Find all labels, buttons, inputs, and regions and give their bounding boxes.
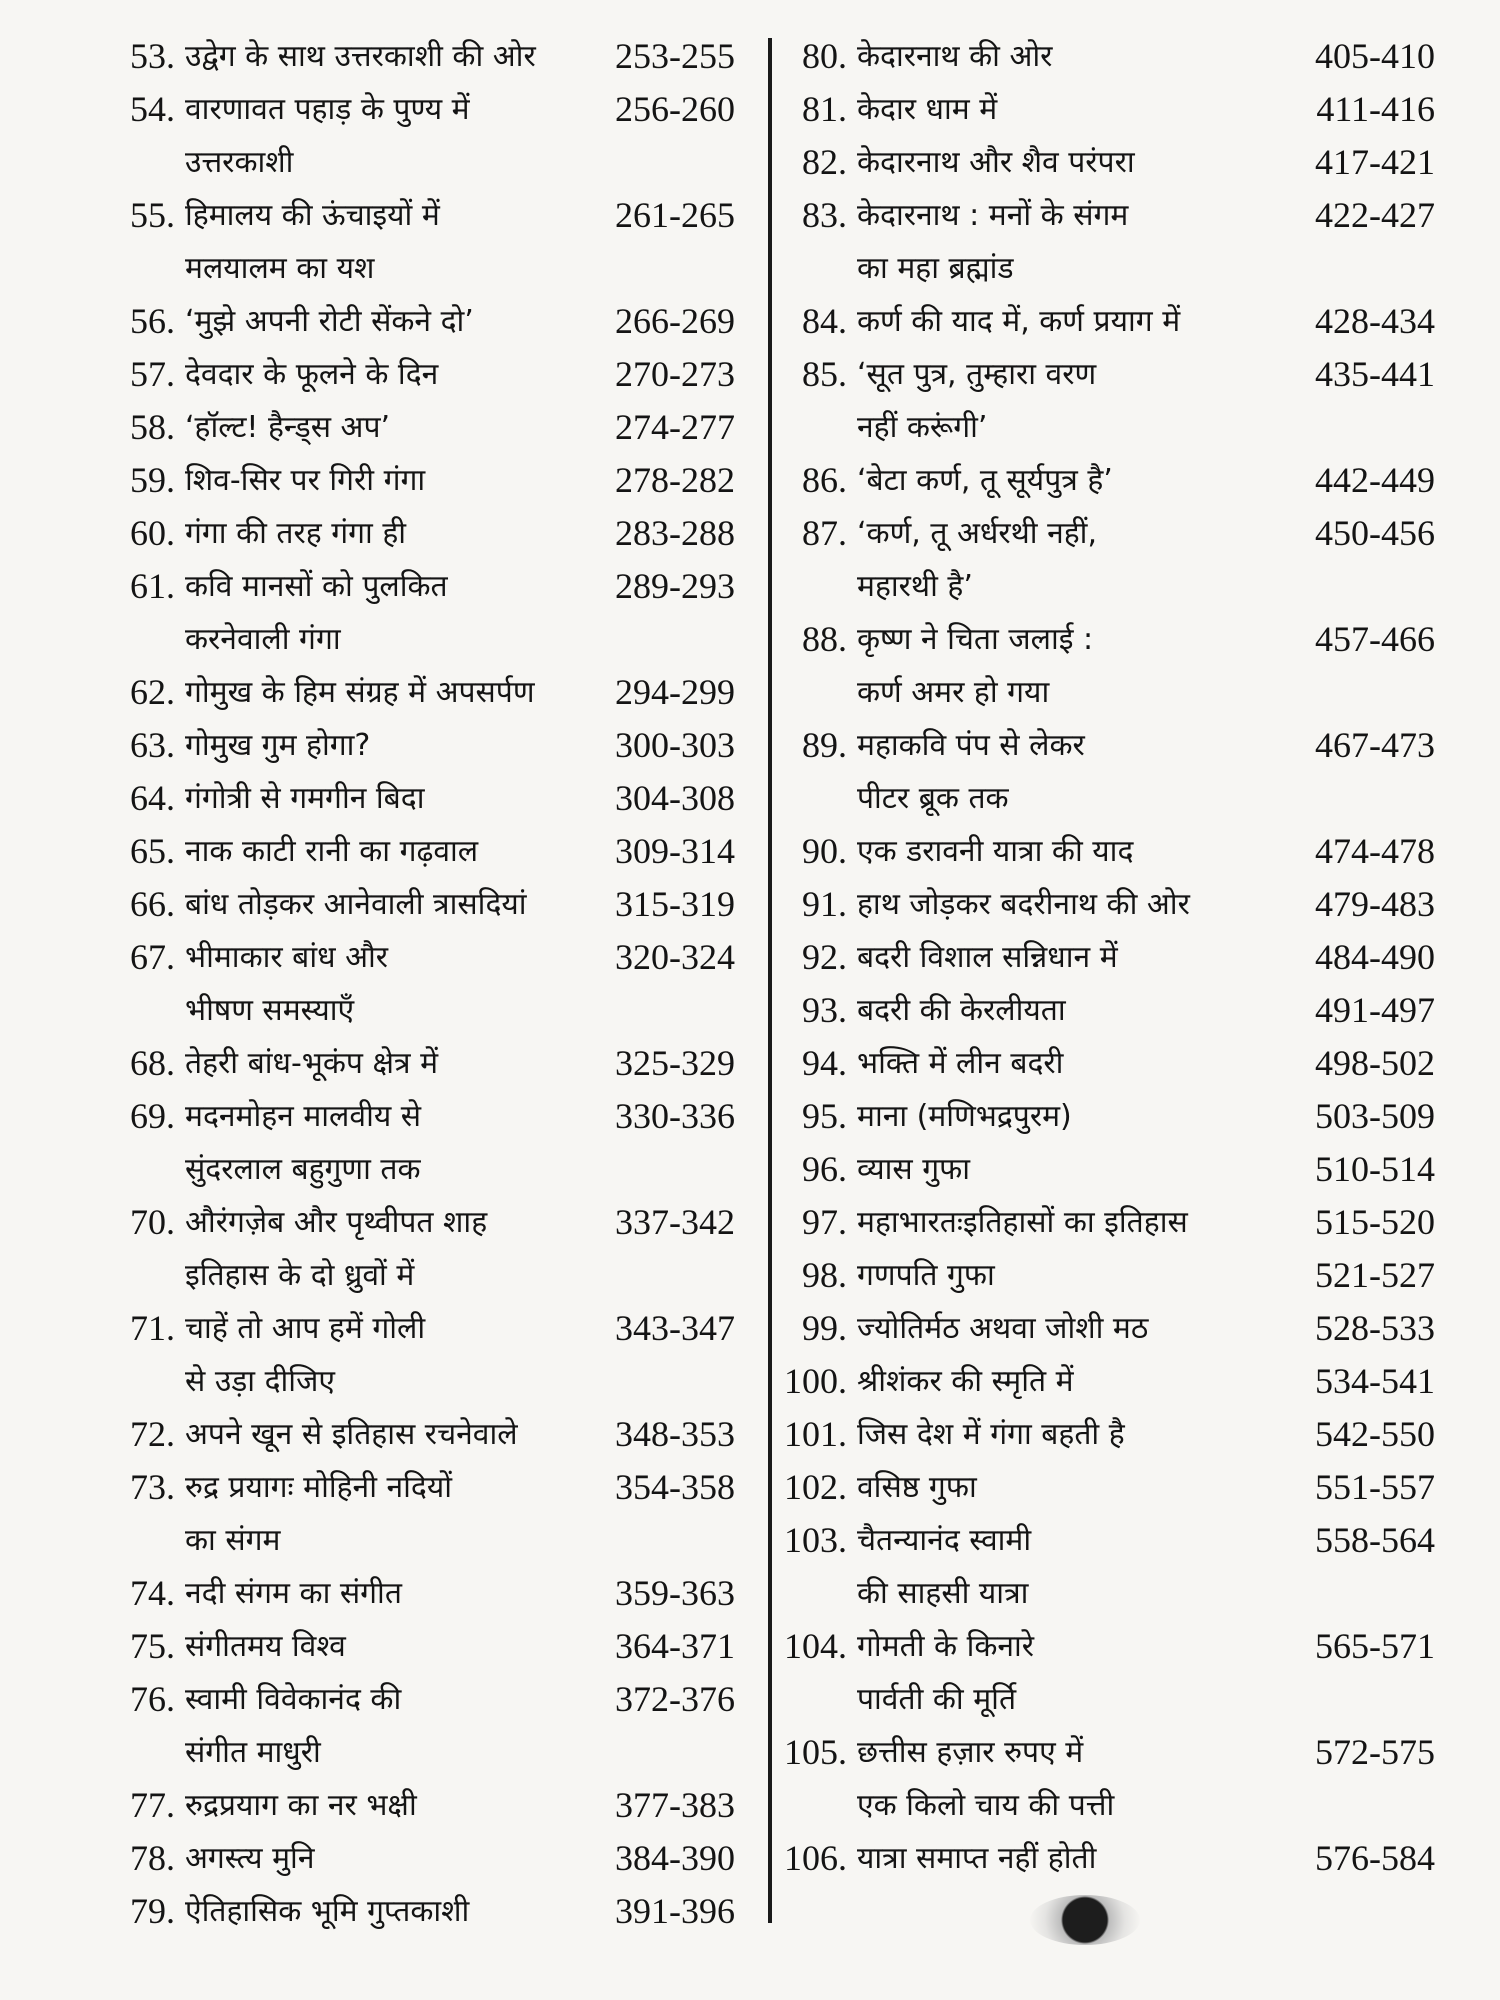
entry-title-line: ‘मुझे अपनी रोटी सेंकने दो’ bbox=[185, 304, 474, 339]
entry-pages: 261-265 bbox=[615, 195, 735, 235]
entry-pages: 503-509 bbox=[1315, 1096, 1435, 1136]
entry-pages: 534-541 bbox=[1315, 1361, 1435, 1401]
entry-pages: 422-427 bbox=[1315, 195, 1435, 235]
entry-title-line: अगस्त्य मुनि bbox=[185, 1841, 315, 1876]
entry-title bbox=[185, 1302, 615, 1408]
entry-pages: 435-441 bbox=[1315, 354, 1435, 394]
entry-title bbox=[857, 1196, 1300, 1249]
entry-title bbox=[857, 1832, 1300, 1885]
entry-title bbox=[185, 348, 615, 401]
entry-title bbox=[185, 878, 615, 931]
entry-title-line: शिव-सिर पर गिरी गंगा bbox=[185, 463, 426, 498]
entry-number: 72. bbox=[130, 1414, 175, 1454]
entry-pages: 289-293 bbox=[615, 566, 735, 606]
entry-title-line: बांध तोड़कर आनेवाली त्रासदियां bbox=[185, 887, 527, 922]
entry-pages: 253-255 bbox=[615, 36, 735, 76]
entry-title bbox=[857, 348, 1300, 454]
toc-entry bbox=[95, 30, 750, 83]
toc-entry bbox=[775, 295, 1435, 348]
entry-number: 99. bbox=[802, 1308, 847, 1348]
entry-number: 65. bbox=[130, 831, 175, 871]
entry-title bbox=[185, 507, 615, 560]
entry-number: 66. bbox=[130, 884, 175, 924]
entry-title bbox=[857, 1037, 1300, 1090]
entry-title-line: महाकवि पंप से लेकर bbox=[857, 728, 1085, 763]
entry-title-line: महाभारतःइतिहासों का इतिहास bbox=[857, 1205, 1188, 1240]
toc-entry bbox=[95, 348, 750, 401]
entry-title bbox=[857, 1302, 1300, 1355]
entry-number: 103. bbox=[784, 1520, 847, 1560]
toc-entry bbox=[775, 507, 1435, 613]
entry-title bbox=[857, 295, 1300, 348]
entry-pages: 457-466 bbox=[1315, 619, 1435, 659]
entry-title bbox=[185, 1832, 615, 1885]
entry-number: 82. bbox=[802, 142, 847, 182]
toc-entry bbox=[775, 454, 1435, 507]
entry-title-line: गोमुख गुम होगा? bbox=[185, 728, 371, 763]
entry-number: 62. bbox=[130, 672, 175, 712]
entry-title-line: उद्वेग के साथ उत्तरकाशी की ओर bbox=[185, 39, 536, 74]
entry-pages: 270-273 bbox=[615, 354, 735, 394]
entry-pages: 565-571 bbox=[1315, 1626, 1435, 1666]
entry-title bbox=[185, 1567, 615, 1620]
entry-pages: 348-353 bbox=[615, 1414, 735, 1454]
toc-entry bbox=[775, 1143, 1435, 1196]
entry-title bbox=[185, 1196, 615, 1302]
entry-number: 90. bbox=[802, 831, 847, 871]
entry-title bbox=[185, 1461, 615, 1567]
entry-pages: 309-314 bbox=[615, 831, 735, 871]
entry-title-line: रुद्रप्रयाग का नर भक्षी bbox=[185, 1788, 417, 1823]
entry-number: 54. bbox=[130, 89, 175, 129]
entry-number: 86. bbox=[802, 460, 847, 500]
entry-number: 55. bbox=[130, 195, 175, 235]
toc-entry bbox=[775, 1196, 1435, 1249]
entry-number: 68. bbox=[130, 1043, 175, 1083]
entry-title bbox=[857, 719, 1300, 825]
entry-title-line: देवदार के फूलने के दिन bbox=[185, 357, 439, 392]
entry-number: 93. bbox=[802, 990, 847, 1030]
entry-number: 69. bbox=[130, 1096, 175, 1136]
toc-entry bbox=[775, 613, 1435, 719]
entry-pages: 359-363 bbox=[615, 1573, 735, 1613]
entry-title bbox=[185, 772, 615, 825]
entry-pages: 372-376 bbox=[615, 1679, 735, 1719]
toc-entry bbox=[95, 1779, 750, 1832]
toc-entry bbox=[775, 1514, 1435, 1620]
entry-number: 61. bbox=[130, 566, 175, 606]
entry-number: 94. bbox=[802, 1043, 847, 1083]
entry-title-line: इतिहास के दो ध्रुवों में bbox=[185, 1258, 415, 1293]
toc-entry bbox=[95, 83, 750, 189]
entry-title bbox=[857, 1408, 1300, 1461]
entry-number: 56. bbox=[130, 301, 175, 341]
entry-number: 76. bbox=[130, 1679, 175, 1719]
toc-entry bbox=[95, 560, 750, 666]
toc-entry bbox=[95, 295, 750, 348]
toc-entry bbox=[95, 931, 750, 1037]
toc-entry bbox=[95, 1302, 750, 1408]
toc-entry bbox=[775, 1461, 1435, 1514]
entry-title bbox=[857, 613, 1300, 719]
entry-number: 64. bbox=[130, 778, 175, 818]
entry-title-line: श्रीशंकर की स्मृति में bbox=[857, 1364, 1074, 1399]
toc-entry bbox=[775, 1355, 1435, 1408]
entry-title bbox=[857, 83, 1300, 136]
entry-number: 96. bbox=[802, 1149, 847, 1189]
entry-title-line: केदार धाम में bbox=[857, 92, 998, 127]
entry-title bbox=[185, 1408, 615, 1461]
toc-entry bbox=[95, 1196, 750, 1302]
toc-entry bbox=[95, 401, 750, 454]
toc-entry bbox=[95, 1461, 750, 1567]
entry-number: 102. bbox=[784, 1467, 847, 1507]
entry-number: 89. bbox=[802, 725, 847, 765]
entry-title-line: कृष्ण ने चिता जलाई : bbox=[857, 622, 1094, 657]
entry-pages: 391-396 bbox=[615, 1891, 735, 1931]
entry-title-line: यात्रा समाप्त नहीं होती bbox=[857, 1841, 1097, 1876]
entry-title bbox=[857, 1090, 1300, 1143]
entry-pages: 411-416 bbox=[1316, 89, 1435, 129]
entry-title bbox=[185, 454, 615, 507]
entry-number: 97. bbox=[802, 1202, 847, 1242]
entry-title-line: केदारनाथ की ओर bbox=[857, 39, 1053, 74]
entry-title bbox=[857, 1461, 1300, 1514]
entry-title bbox=[857, 1249, 1300, 1302]
entry-number: 71. bbox=[130, 1308, 175, 1348]
entry-title bbox=[185, 666, 615, 719]
entry-title-line: भीषण समस्याएँ bbox=[185, 993, 355, 1028]
toc-entry bbox=[95, 1567, 750, 1620]
entry-pages: 405-410 bbox=[1315, 36, 1435, 76]
entry-title-line: कर्ण अमर हो गया bbox=[857, 675, 1050, 710]
entry-pages: 304-308 bbox=[615, 778, 735, 818]
toc-entry bbox=[775, 1832, 1435, 1885]
entry-title-line: वारणावत पहाड़ के पुण्य में bbox=[185, 92, 470, 127]
entry-title-line: भीमाकार बांध और bbox=[185, 940, 389, 975]
entry-title-line: जिस देश में गंगा बहती है bbox=[857, 1417, 1125, 1452]
entry-pages: 498-502 bbox=[1315, 1043, 1435, 1083]
entry-number: 104. bbox=[784, 1626, 847, 1666]
entry-number: 106. bbox=[784, 1838, 847, 1878]
entry-title bbox=[185, 1885, 615, 1938]
entry-pages: 484-490 bbox=[1315, 937, 1435, 977]
entry-title bbox=[857, 1514, 1300, 1620]
entry-title bbox=[857, 507, 1300, 613]
entry-title-line: का संगम bbox=[185, 1523, 281, 1558]
toc-right-column bbox=[775, 30, 1435, 1885]
entry-number: 78. bbox=[130, 1838, 175, 1878]
entry-title-line: की साहसी यात्रा bbox=[857, 1576, 1029, 1611]
toc-entry bbox=[95, 666, 750, 719]
entry-pages: 274-277 bbox=[615, 407, 735, 447]
entry-number: 75. bbox=[130, 1626, 175, 1666]
entry-title-line: वसिष्ठ गुफा bbox=[857, 1470, 977, 1505]
entry-title bbox=[185, 560, 615, 666]
toc-entry bbox=[95, 1620, 750, 1673]
entry-pages: 330-336 bbox=[615, 1096, 735, 1136]
entry-title bbox=[857, 931, 1300, 984]
entry-title-line: नाक काटी रानी का गढ़वाल bbox=[185, 834, 479, 869]
entry-title bbox=[185, 30, 615, 83]
entry-title bbox=[857, 136, 1300, 189]
entry-pages: 325-329 bbox=[615, 1043, 735, 1083]
entry-number: 91. bbox=[802, 884, 847, 924]
entry-title-line: कवि मानसों को पुलकित bbox=[185, 569, 448, 604]
entry-number: 88. bbox=[802, 619, 847, 659]
entry-title bbox=[185, 83, 615, 189]
toc-entry bbox=[775, 136, 1435, 189]
entry-title bbox=[185, 1779, 615, 1832]
toc-entry bbox=[775, 1090, 1435, 1143]
entry-pages: 354-358 bbox=[615, 1467, 735, 1507]
entry-title-line: अपने खून से इतिहास रचनेवाले bbox=[185, 1417, 518, 1452]
entry-pages: 278-282 bbox=[615, 460, 735, 500]
entry-pages: 315-319 bbox=[615, 884, 735, 924]
entry-title-line: ‘कर्ण, तू अर्धरथी नहीं, bbox=[857, 516, 1097, 551]
toc-entry bbox=[775, 1249, 1435, 1302]
toc-entry bbox=[95, 189, 750, 295]
entry-title bbox=[185, 1037, 615, 1090]
entry-number: 79. bbox=[130, 1891, 175, 1931]
entry-title-line: संगीत माधुरी bbox=[185, 1735, 321, 1770]
entry-number: 105. bbox=[784, 1732, 847, 1772]
entry-title bbox=[857, 984, 1300, 1037]
entry-number: 95. bbox=[802, 1096, 847, 1136]
entry-title-line: ऐतिहासिक भूमि गुप्तकाशी bbox=[185, 1894, 470, 1929]
entry-title bbox=[185, 931, 615, 1037]
entry-title-line: उत्तरकाशी bbox=[185, 145, 294, 180]
entry-pages: 300-303 bbox=[615, 725, 735, 765]
entry-number: 59. bbox=[130, 460, 175, 500]
entry-title-line: तेहरी बांध-भूकंप क्षेत्र में bbox=[185, 1046, 439, 1081]
entry-pages: 572-575 bbox=[1315, 1732, 1435, 1772]
entry-pages: 515-520 bbox=[1315, 1202, 1435, 1242]
entry-number: 73. bbox=[130, 1467, 175, 1507]
toc-left-column bbox=[95, 30, 750, 1938]
entry-title-line: महारथी है’ bbox=[857, 569, 973, 604]
entry-title-line: मदनमोहन मालवीय से bbox=[185, 1099, 422, 1134]
entry-title-line: केदारनाथ और शैव परंपरा bbox=[857, 145, 1135, 180]
toc-entry bbox=[775, 1620, 1435, 1726]
entry-pages: 428-434 bbox=[1315, 301, 1435, 341]
toc-entry bbox=[95, 719, 750, 772]
entry-number: 70. bbox=[130, 1202, 175, 1242]
toc-entry bbox=[95, 1090, 750, 1196]
entry-pages: 551-557 bbox=[1315, 1467, 1435, 1507]
entry-title bbox=[857, 825, 1300, 878]
entry-pages: 384-390 bbox=[615, 1838, 735, 1878]
toc-entry bbox=[775, 719, 1435, 825]
entry-title bbox=[185, 719, 615, 772]
entry-number: 84. bbox=[802, 301, 847, 341]
entry-title-line: कर्ण की याद में, कर्ण प्रयाग में bbox=[857, 304, 1181, 339]
entry-title-line: से उड़ा दीजिए bbox=[185, 1364, 335, 1399]
entry-number: 87. bbox=[802, 513, 847, 553]
entry-number: 83. bbox=[802, 195, 847, 235]
entry-title bbox=[185, 825, 615, 878]
entry-title bbox=[857, 1620, 1300, 1726]
entry-pages: 491-497 bbox=[1315, 990, 1435, 1030]
entry-title-line: पीटर ब्रूक तक bbox=[857, 781, 1009, 816]
toc-entry bbox=[775, 348, 1435, 454]
entry-number: 100. bbox=[784, 1361, 847, 1401]
entry-pages: 558-564 bbox=[1315, 1520, 1435, 1560]
column-divider bbox=[768, 38, 772, 1923]
entry-pages: 294-299 bbox=[615, 672, 735, 712]
entry-title-line: केदारनाथ : मनों के संगम bbox=[857, 198, 1129, 233]
entry-title-line: माना (मणिभद्रपुरम) bbox=[857, 1099, 1072, 1134]
entry-pages: 256-260 bbox=[615, 89, 735, 129]
entry-title bbox=[857, 189, 1300, 295]
entry-title-line: ‘सूत पुत्र, तुम्हारा वरण bbox=[857, 357, 1097, 392]
toc-entry bbox=[95, 1673, 750, 1779]
toc-entry bbox=[95, 1832, 750, 1885]
entry-title-line: हिमालय की ऊंचाइयों में bbox=[185, 198, 440, 233]
entry-title bbox=[185, 1620, 615, 1673]
toc-entry bbox=[775, 878, 1435, 931]
entry-title-line: नदी संगम का संगीत bbox=[185, 1576, 402, 1611]
entry-title bbox=[185, 295, 615, 348]
entry-title-line: चैतन्यानंद स्वामी bbox=[857, 1523, 1032, 1558]
entry-title-line: नहीं करूंगी’ bbox=[857, 410, 988, 445]
entry-pages: 467-473 bbox=[1315, 725, 1435, 765]
toc-entry bbox=[95, 772, 750, 825]
entry-title-line: चाहें तो आप हमें गोली bbox=[185, 1311, 426, 1346]
toc-entry bbox=[775, 1726, 1435, 1832]
entry-title bbox=[857, 454, 1300, 507]
entry-title-line: भक्ति में लीन बदरी bbox=[857, 1046, 1064, 1081]
toc-entry bbox=[95, 507, 750, 560]
entry-title-line: बदरी की केरलीयता bbox=[857, 993, 1066, 1028]
entry-title bbox=[857, 1143, 1300, 1196]
toc-entry bbox=[775, 984, 1435, 1037]
entry-number: 80. bbox=[802, 36, 847, 76]
entry-number: 67. bbox=[130, 937, 175, 977]
entry-pages: 364-371 bbox=[615, 1626, 735, 1666]
ink-blot bbox=[1030, 1895, 1140, 1945]
entry-number: 58. bbox=[130, 407, 175, 447]
toc-entry bbox=[775, 83, 1435, 136]
entry-number: 60. bbox=[130, 513, 175, 553]
toc-entry bbox=[95, 878, 750, 931]
entry-number: 63. bbox=[130, 725, 175, 765]
toc-entry bbox=[775, 1408, 1435, 1461]
entry-title-line: बदरी विशाल सन्निधान में bbox=[857, 940, 1118, 975]
entry-title bbox=[185, 1673, 615, 1779]
entry-pages: 377-383 bbox=[615, 1785, 735, 1825]
entry-number: 74. bbox=[130, 1573, 175, 1613]
entry-pages: 417-421 bbox=[1315, 142, 1435, 182]
toc-entry bbox=[775, 931, 1435, 984]
toc-entry bbox=[95, 454, 750, 507]
entry-number: 53. bbox=[130, 36, 175, 76]
entry-title-line: एक डरावनी यात्रा की याद bbox=[857, 834, 1134, 869]
toc-entry bbox=[95, 1037, 750, 1090]
entry-title bbox=[857, 1355, 1300, 1408]
entry-number: 101. bbox=[784, 1414, 847, 1454]
entry-title-line: व्यास गुफा bbox=[857, 1152, 971, 1187]
entry-pages: 510-514 bbox=[1315, 1149, 1435, 1189]
entry-title-line: मलयालम का यश bbox=[185, 251, 375, 286]
entry-title bbox=[857, 30, 1300, 83]
entry-title-line: गोमुख के हिम संग्रह में अपसर्पण bbox=[185, 675, 535, 710]
entry-title-line: गंगोत्री से गमगीन बिदा bbox=[185, 781, 425, 816]
entry-number: 98. bbox=[802, 1255, 847, 1295]
toc-entry bbox=[95, 1408, 750, 1461]
entry-title-line: रुद्र प्रयागः मोहिनी नदियों bbox=[185, 1470, 453, 1505]
entry-title-line: ‘हॉल्ट! हैन्ड्स अप’ bbox=[185, 410, 391, 445]
entry-pages: 337-342 bbox=[615, 1202, 735, 1242]
toc-entry bbox=[775, 825, 1435, 878]
entry-title-line: औरंगज़ेब और पृथ्वीपत शाह bbox=[185, 1205, 488, 1240]
entry-title-line: का महा ब्रह्मांड bbox=[857, 251, 1014, 286]
entry-number: 57. bbox=[130, 354, 175, 394]
entry-number: 92. bbox=[802, 937, 847, 977]
entry-pages: 474-478 bbox=[1315, 831, 1435, 871]
toc-entry bbox=[775, 30, 1435, 83]
entry-title bbox=[185, 1090, 615, 1196]
entry-title-line: गंगा की तरह गंगा ही bbox=[185, 516, 407, 551]
toc-entry bbox=[775, 189, 1435, 295]
entry-title bbox=[185, 189, 615, 295]
entry-pages: 450-456 bbox=[1315, 513, 1435, 553]
entry-title-line: करनेवाली गंगा bbox=[185, 622, 341, 657]
entry-title bbox=[857, 878, 1300, 931]
toc-entry bbox=[775, 1037, 1435, 1090]
entry-pages: 479-483 bbox=[1315, 884, 1435, 924]
toc-entry bbox=[775, 1302, 1435, 1355]
entry-title-line: ‘बेटा कर्ण, तू सूर्यपुत्र है’ bbox=[857, 463, 1113, 498]
entry-title-line: गोमती के किनारे bbox=[857, 1629, 1035, 1664]
entry-pages: 521-527 bbox=[1315, 1255, 1435, 1295]
entry-title-line: सुंदरलाल बहुगुणा तक bbox=[185, 1152, 421, 1187]
entry-pages: 542-550 bbox=[1315, 1414, 1435, 1454]
entry-title-line: ज्योतिर्मठ अथवा जोशी मठ bbox=[857, 1311, 1149, 1346]
entry-title bbox=[857, 1726, 1300, 1832]
entry-title-line: संगीतमय विश्व bbox=[185, 1629, 346, 1664]
entry-title-line: छत्तीस हज़ार रुपए में bbox=[857, 1735, 1084, 1770]
entry-title-line: गणपति गुफा bbox=[857, 1258, 995, 1293]
entry-title-line: हाथ जोड़कर बदरीनाथ की ओर bbox=[857, 887, 1190, 922]
entry-number: 85. bbox=[802, 354, 847, 394]
entry-pages: 283-288 bbox=[615, 513, 735, 553]
entry-pages: 442-449 bbox=[1315, 460, 1435, 500]
entry-pages: 576-584 bbox=[1315, 1838, 1435, 1878]
entry-number: 77. bbox=[130, 1785, 175, 1825]
entry-pages: 528-533 bbox=[1315, 1308, 1435, 1348]
entry-title-line: एक किलो चाय की पत्ती bbox=[857, 1788, 1115, 1823]
entry-title bbox=[185, 401, 615, 454]
entry-pages: 320-324 bbox=[615, 937, 735, 977]
toc-entry bbox=[95, 1885, 750, 1938]
entry-number: 81. bbox=[802, 89, 847, 129]
entry-title-line: पार्वती की मूर्ति bbox=[857, 1682, 1017, 1717]
entry-pages: 266-269 bbox=[615, 301, 735, 341]
entry-pages: 343-347 bbox=[615, 1308, 735, 1348]
entry-title-line: स्वामी विवेकानंद की bbox=[185, 1682, 402, 1717]
toc-entry bbox=[95, 825, 750, 878]
